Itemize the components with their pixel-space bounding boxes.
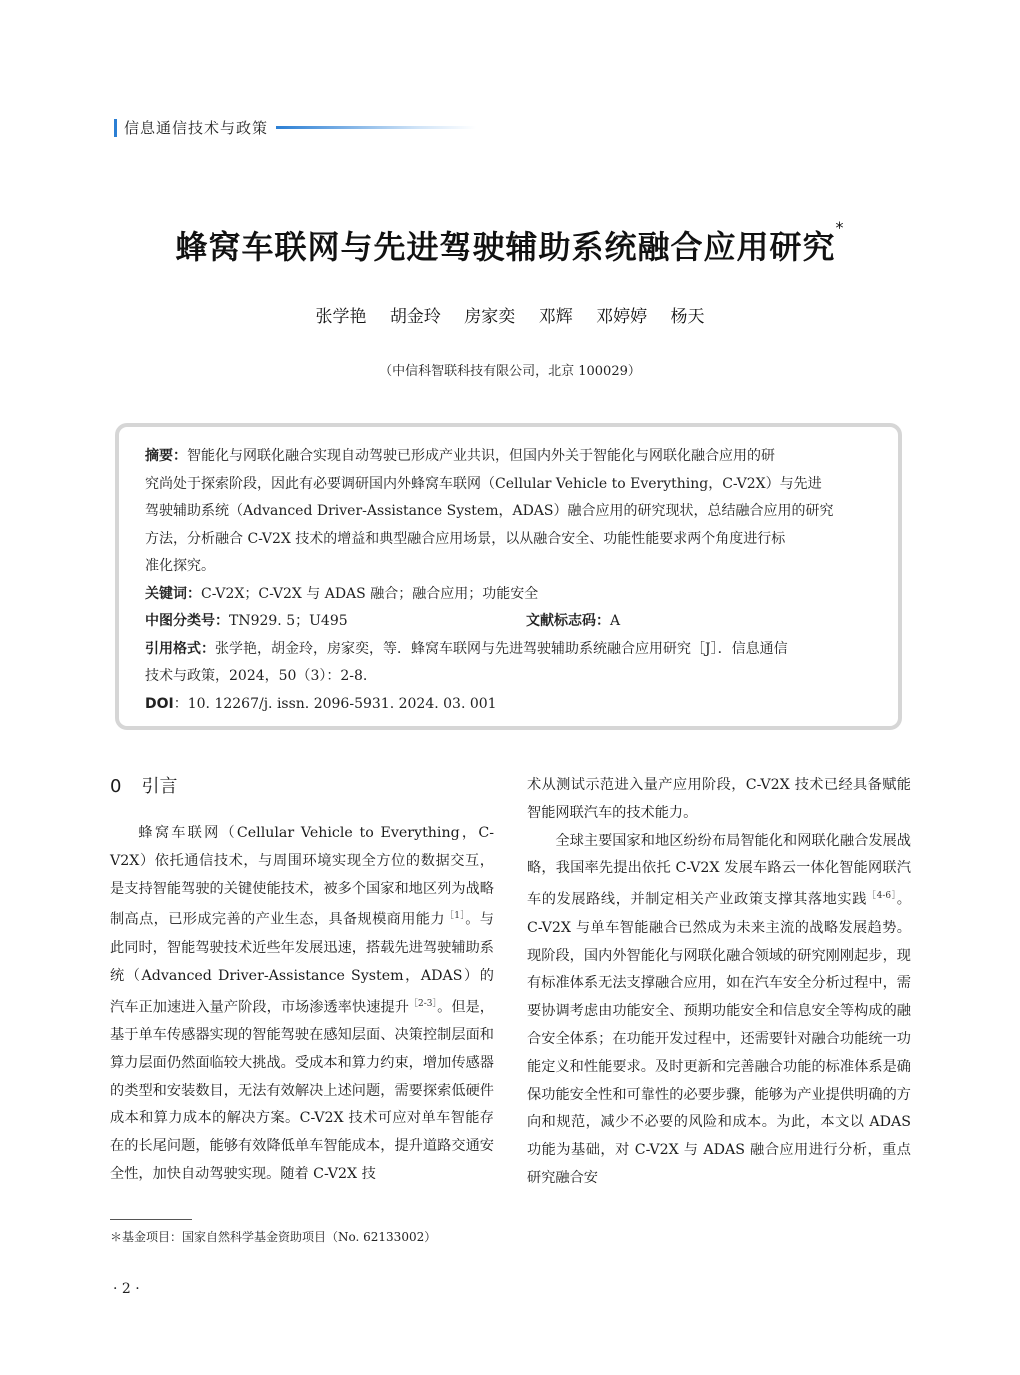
section-number: 0: [110, 776, 122, 797]
body-paragraph: 全球主要国家和地区纷纷布局智能化和网联化融合发展战略，我国率先提出依托 C-V2X 发展车路云一体化智能网联汽车的发展路线，并制定相关产业政策支撑其落地实践$^{[4-6]}$。C-V2X 与单车智能融合已然成为未来主流的战略发展趋势。现阶段，国内外智能化与网联化融合领域的研究刚刚起步，现有标准体系无法支撑融合应用，如在汽车安全分析过程中，需要协调考虑由功能安全、预期功能安全和信息安全等构成的融合安全体系；在功能开发过程中，还需要针对融合功能统一功能定义和性能要求。及时更新和完善融合功能的标准体系是确保功能安全性和可靠性的必要步骤，能够为产业提供明确的方向和规范，减少不必要的风险和成本。为此，本文以 ADAS 功能为基础，对 C-V2X 与 ADAS 融合应用进行分析，重点研究融合安: [527, 832, 911, 1186]
running-header: [114, 117, 476, 138]
author: 邓婷婷: [596, 307, 648, 327]
paper-title: [0, 218, 1020, 268]
author: 杨天: [670, 307, 705, 327]
citation-ref: ［2-3］: [408, 998, 438, 1009]
citation: 引用格式：张学艳，胡金玲，房家奕，等．蜂窝车联网与先进驾驶辅助系统融合应用研究［J］．信息通信: [145, 640, 788, 657]
keywords: [145, 581, 872, 609]
doi-label: DOI: [145, 695, 174, 712]
header-accent-bar: [114, 119, 117, 137]
citation-cont: 技术与政策，2024，50（3）：2-8.: [145, 668, 368, 684]
abstract-line: 驾驶辅助系统（Advanced Driver-Assistance System，ADAS）融合应用的研究现状，总结融合应用的研究: [145, 503, 834, 519]
classification-row: [145, 608, 872, 636]
doc-code-label: 文献标志码：: [526, 613, 610, 629]
doi: [145, 691, 872, 719]
section-heading: [110, 772, 494, 808]
citation-ref: ［4-6］: [867, 891, 897, 902]
body-paragraph: 术从测试示范进入量产应用阶段，C-V2X 技术已经具备赋能智能网联汽车的技术能力。: [527, 777, 911, 821]
header-gradient-line: [276, 126, 476, 129]
section-title: 引言: [141, 776, 178, 797]
doi-value: ：10. 12267/j. issn. 2096-5931. 2024. 03. 001: [173, 695, 497, 712]
affiliation: （中信科智联科技有限公司，北京 100029）: [379, 364, 641, 379]
abstract-line: 究尚处于探索阶段，因此有必要调研国内外蜂窝车联网（Cellular Vehicle to Everything，C-V2X）与先进: [145, 475, 822, 492]
author: 胡金玲: [389, 307, 441, 327]
paper-title-text: 蜂窝车联网与先进驾驶辅助系统融合应用研究: [175, 228, 836, 266]
left-column: [110, 772, 494, 1189]
author: 邓辉: [538, 307, 573, 327]
citation-ref: ［1］: [444, 911, 466, 922]
footnote-rule: [110, 1219, 192, 1220]
keywords-value: C-V2X；C-V2X 与 ADAS 融合；融合应用；功能安全: [201, 585, 539, 602]
header-title: 信息通信技术与政策: [124, 119, 269, 137]
abstract-box: [115, 423, 902, 730]
funding-footnote: ＊基金项目：国家自然科学基金资助项目（No. 62133002）: [110, 1230, 437, 1244]
citation-label: 引用格式：: [145, 640, 215, 657]
page-number: · 2 ·: [113, 1281, 140, 1297]
clc-value: TN929. 5；U495: [229, 613, 348, 629]
abstract-label: 摘要：: [145, 448, 187, 464]
title-footnote-mark: *: [835, 218, 845, 237]
abstract-line: 方法，分析融合 C-V2X 技术的增益和典型融合应用场景，以从融合安全、功能性能要求两个角度进行标: [145, 530, 786, 547]
right-column: [527, 772, 911, 1193]
abstract-line: 摘要：智能化与网联化融合实现自动驾驶已形成产业共识，但国内外关于智能化与网联化融合应用的研: [145, 448, 775, 464]
keywords-label: 关键词：: [145, 585, 201, 602]
author: 房家奕: [464, 307, 516, 327]
clc-label: 中图分类号：: [145, 613, 229, 629]
body-paragraph: 蜂窝车联网（Cellular Vehicle to Everything，C-V2X）依托通信技术，与周围环境实现全方位的数据交互，是支持智能驾驶的关键使能技术，被多个国家和地区列为战略制高点，已形成完善的产业生态，具备规模商用能力$^{[1]}$。与此同时，智能驾驶技术近些年发展迅速，搭载先进驾驶辅助系统（Advanced Driver-Assistance System，ADAS）的汽车正加速进入量产阶段，市场渗透率快速提升$^{[2-3]}$。但是，基于单车传感器实现的智能驾驶在感知层面、决策控制层面和算力层面仍然面临较大挑战。受成本和算力约束，增加传感器的类型和安装数目，无法有效解决上述问题，需要探索低硬件成本和算力成本的解决方案。C-V2X 技术可应对单车智能存在的长尾问题，能够有效降低单车智能成本，提升道路交通安全性，加快自动驾驶实现。随着 C-V2X 技: [110, 825, 494, 1183]
author: 张学艳: [315, 307, 367, 327]
author-list: [0, 302, 1020, 327]
doc-code-value: A: [610, 613, 621, 629]
abstract-line: 准化探究。: [145, 558, 215, 574]
